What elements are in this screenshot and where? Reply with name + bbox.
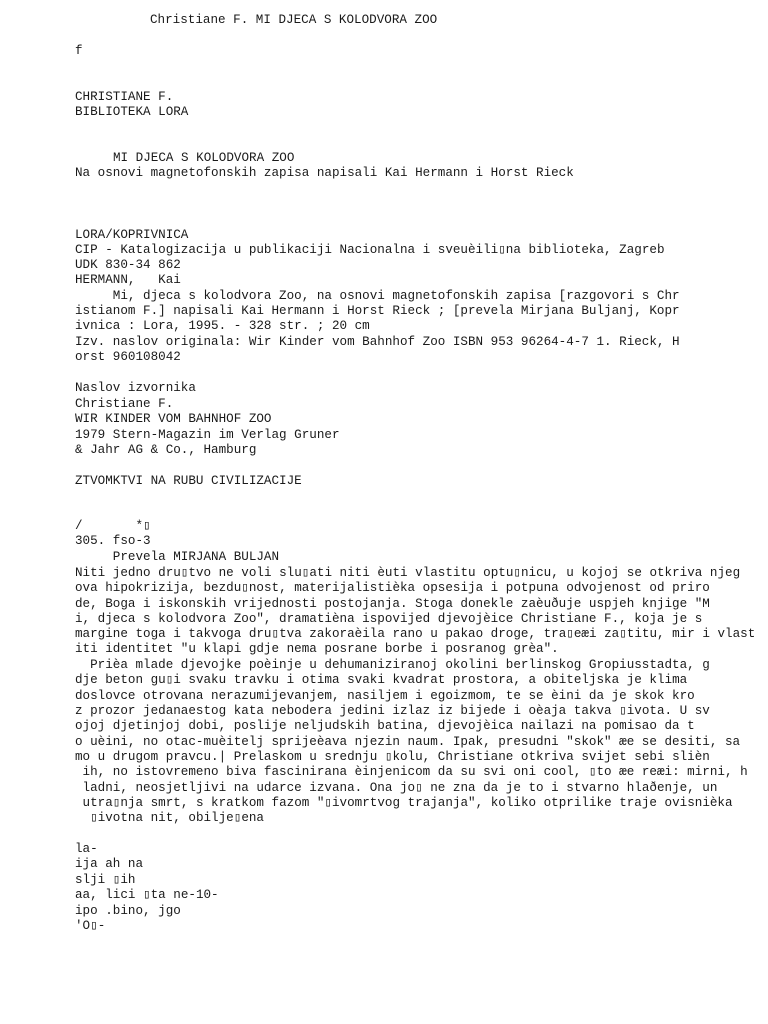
fragment-line: aa, lici ▯ta ne-10- xyxy=(75,888,219,902)
fragment-line: ija ah na xyxy=(75,857,144,871)
preface-line: de, Boga i iskonskih vrijednosti postojanja. Stoga donekle zaèuðuje uspjeh knjige "M xyxy=(75,597,710,611)
fragment-line: ipo .bino, jgo xyxy=(75,904,181,918)
cip-line: orst 960108042 xyxy=(75,350,181,364)
preface-line: o uèini, no otac-muèitelj sprijeèava njezin naum. Ipak, presudni "skok" æe se desiti, sa xyxy=(75,735,741,749)
preface-line: ▯ivotna nit, obilje▯ena xyxy=(75,811,264,825)
preface-line: iti identitet "u klapi gdje nema posrane borbe i posranog grèa". xyxy=(75,642,559,656)
cip-line: istianom F.] napisali Kai Hermann i Horst Rieck ; [prevela Mirjana Buljanj, Kopr xyxy=(75,304,680,318)
cip-line: ivnica : Lora, 1995. - 328 str. ; 20 cm xyxy=(75,319,370,333)
preface-line: Prièa mlade djevojke poèinje u dehumaniziranoj okolini berlinskog Gropiusstadta, g xyxy=(75,658,710,672)
cip-line: HERMANN, Kai xyxy=(75,273,181,287)
preface-line: i, djeca s kolodvora Zoo", dramatièna ispovijed djevojèice Christiane F., koja je s xyxy=(75,612,703,626)
author-name: CHRISTIANE F. xyxy=(75,90,174,104)
book-title: MI DJECA S KOLODVORA ZOO xyxy=(113,151,295,165)
preface-line: mo u drugom pravcu.| Prelaskom u srednju ▯kolu, Christiane otkriva svijet sebi slièn xyxy=(75,750,710,764)
cip-line: Mi, djeca s kolodvora Zoo, na osnovi magnetofonskih zapisa [razgovori s Chr xyxy=(75,289,680,303)
book-subtitle: Na osnovi magnetofonskih zapisa napisali Kai Hermann i Horst Rieck xyxy=(75,166,574,180)
fragment-line: la- xyxy=(75,842,98,856)
preface-line: ladni, neosjetljivi na udarce izvana. Ona jo▯ ne zna da je to i stvarno hlaðenje, un xyxy=(75,781,718,795)
cip-line: LORA/KOPRIVNICA xyxy=(75,228,189,242)
preface-line: z prozor jedanaestog kata nebodera jedini izlaz iz bijede i oèaja takva ▯ivota. U sv xyxy=(75,704,710,718)
preface-line: 305. fso-3 xyxy=(75,534,151,548)
original-line: Christiane F. xyxy=(75,397,174,411)
preface-line: margine toga i takvoga dru▯tva zakoraèila rano u pakao droge, tra▯eæi za▯titu, mir i vlast xyxy=(75,627,756,641)
original-line: WIR KINDER VOM BAHNHOF ZOO xyxy=(75,412,272,426)
preface-line: ih, no istovremeno biva fascinirana èinjenicom da su svi oni cool, ▯to æe reæi: mirni, h xyxy=(75,765,748,779)
preface-line: ojoj djetinjoj dobi, poslije neljudskih batina, djevojèica nailazi na pomisao da t xyxy=(75,719,695,733)
series-name: BIBLIOTEKA LORA xyxy=(75,105,189,119)
preface-line: dje beton gu▯i svaku travku i otima svaki kvadrat prostora, a obiteljska je klima xyxy=(75,673,688,687)
preface-line: ova hipokrizija, bezdu▯nost, materijalistièka opsesija i potpuna odvojenost od priro xyxy=(75,581,710,595)
original-line: & Jahr AG & Co., Hamburg xyxy=(75,443,257,457)
preface-line: utra▯nja smrt, s kratkom fazom "▯ivomrtvog trajanja", koliko otprilike traje ovisnièka xyxy=(75,796,733,810)
running-title: Christiane F. MI DJECA S KOLODVORA ZOO xyxy=(150,13,438,27)
preface-line: / *▯ xyxy=(75,519,151,533)
section-heading: ZTVOMKTVI NA RUBU CIVILIZACIJE xyxy=(75,474,302,488)
cip-line: CIP - Katalogizacija u publikaciji Nacionalna i sveuèili▯na biblioteka, Zagreb xyxy=(75,243,665,257)
original-line: 1979 Stern-Magazin im Verlag Gruner xyxy=(75,428,340,442)
preface-line: Niti jedno dru▯tvo ne voli slu▯ati niti èuti vlastitu optu▯nicu, u kojoj se otkriva njeg xyxy=(75,566,741,580)
stray-mark: f xyxy=(75,44,83,58)
cip-line: UDK 830-34 862 xyxy=(75,258,181,272)
fragment-line: slji ▯ih xyxy=(75,873,136,887)
preface-line: Prevela MIRJANA BULJAN xyxy=(75,550,280,564)
preface-line: doslovce otrovana nerazumijevanjem, nasiljem i egoizmom, te se èini da je skok kro xyxy=(75,689,695,703)
original-line: Naslov izvornika xyxy=(75,381,196,395)
fragment-line: 'O▯- xyxy=(75,919,106,933)
cip-line: Izv. naslov originala: Wir Kinder vom Bahnhof Zoo ISBN 953 96264-4-7 1. Rieck, H xyxy=(75,335,680,349)
